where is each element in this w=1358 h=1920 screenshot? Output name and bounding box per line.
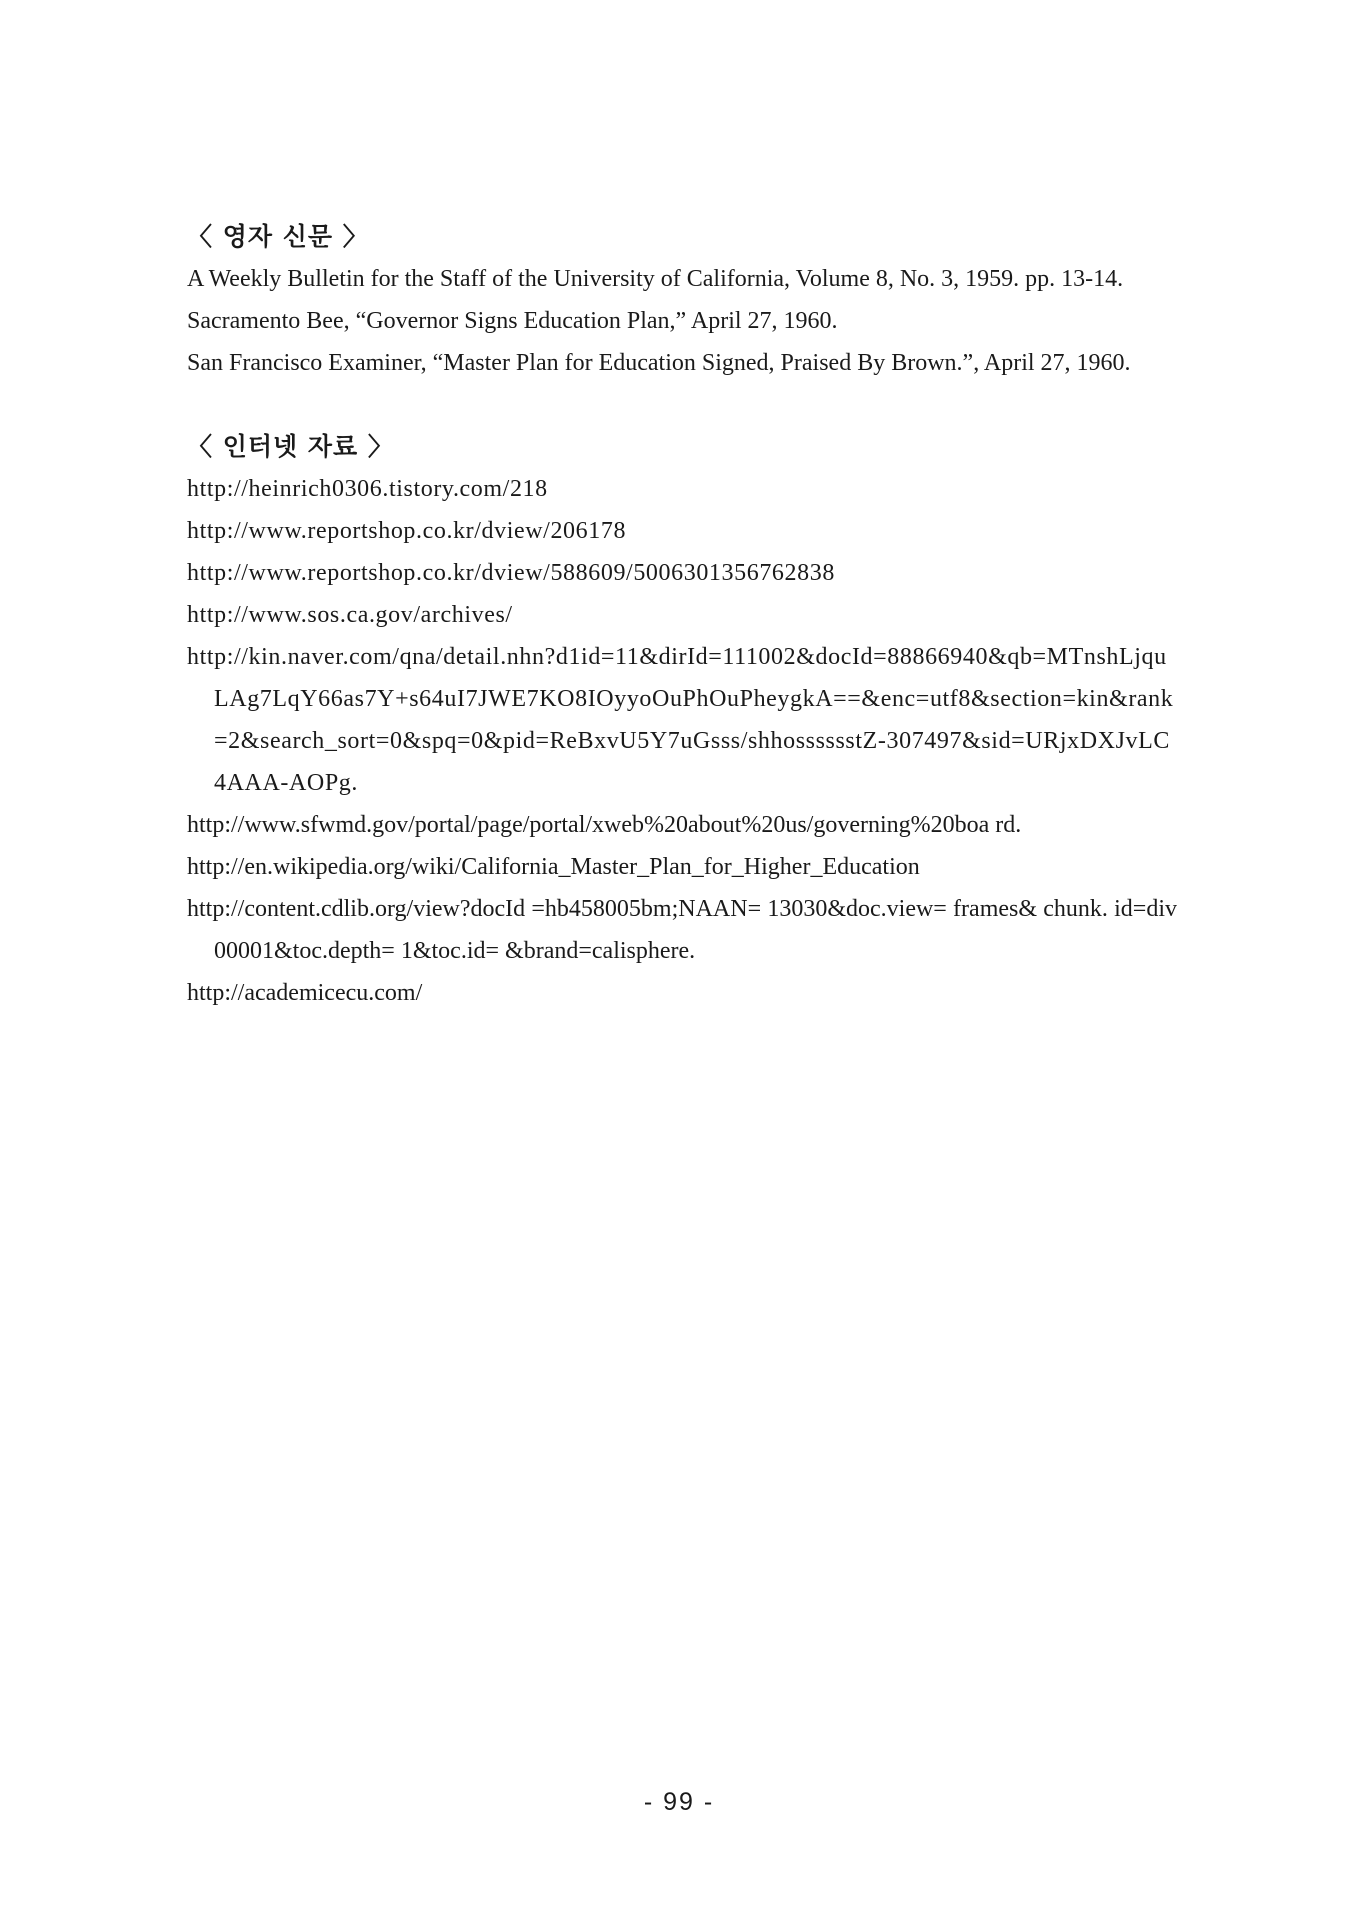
section-heading: 〈 인터넷 자료 〉 bbox=[187, 432, 394, 461]
page-number: - 99 - bbox=[643, 1788, 715, 1816]
section-english-newspapers bbox=[187, 216, 1177, 384]
section-internet-sources bbox=[187, 426, 1177, 1014]
reference-link: http://www.sos.ca.gov/archives/ bbox=[187, 602, 513, 628]
reference-link: http://www.reportshop.co.kr/dview/206178 bbox=[187, 518, 627, 544]
reference-entry: San Francisco Examiner, “Master Plan for Education Signed, Praised By Brown.”, April 27, 1960. bbox=[187, 350, 1131, 376]
reference-entry: Sacramento Bee, “Governor Signs Education Plan,” April 27, 1960. bbox=[187, 308, 838, 334]
reference-link: http://academicecu.com/ bbox=[187, 980, 423, 1006]
reference-link: http://www.sfwmd.gov/portal/page/portal/xweb%20about%20us/governing%20boa rd. bbox=[187, 812, 1022, 838]
reference-link: http://www.reportshop.co.kr/dview/588609/5006301356762838 bbox=[187, 560, 835, 586]
section-heading: 〈 영자 신문 〉 bbox=[187, 222, 369, 251]
reference-link: http://heinrich0306.tistory.com/218 bbox=[187, 476, 548, 502]
references-content bbox=[187, 216, 1177, 1014]
reference-entry: A Weekly Bulletin for the Staff of the University of California, Volume 8, No. 3, 1959. pp. 13-14. bbox=[187, 266, 1124, 292]
reference-link: http://en.wikipedia.org/wiki/California_Master_Plan_for_Higher_Education bbox=[187, 854, 920, 880]
reference-link: http://content.cdlib.org/view?docId =hb458005bm;NAAN= 13030&doc.view= frames& chunk. id=div00001&toc.depth= 1&toc.id= &brand=calisphere. bbox=[187, 896, 1177, 964]
reference-link: http://kin.naver.com/qna/detail.nhn?d1id=11&dirId=111002&docId=88866940&qb=MTnshLjquLAg7LqY66as7Y+s64uI7JWE7KO8IOyyoOuPhOuPheygkA==&enc=utf8&section=kin&rank=2&search_sort=0&spq=0&pid=ReBxvU5Y7uGsss/shhosssssstZ-307497&sid=URjxDXJvLC4AAA-AOPg. bbox=[187, 644, 1174, 796]
